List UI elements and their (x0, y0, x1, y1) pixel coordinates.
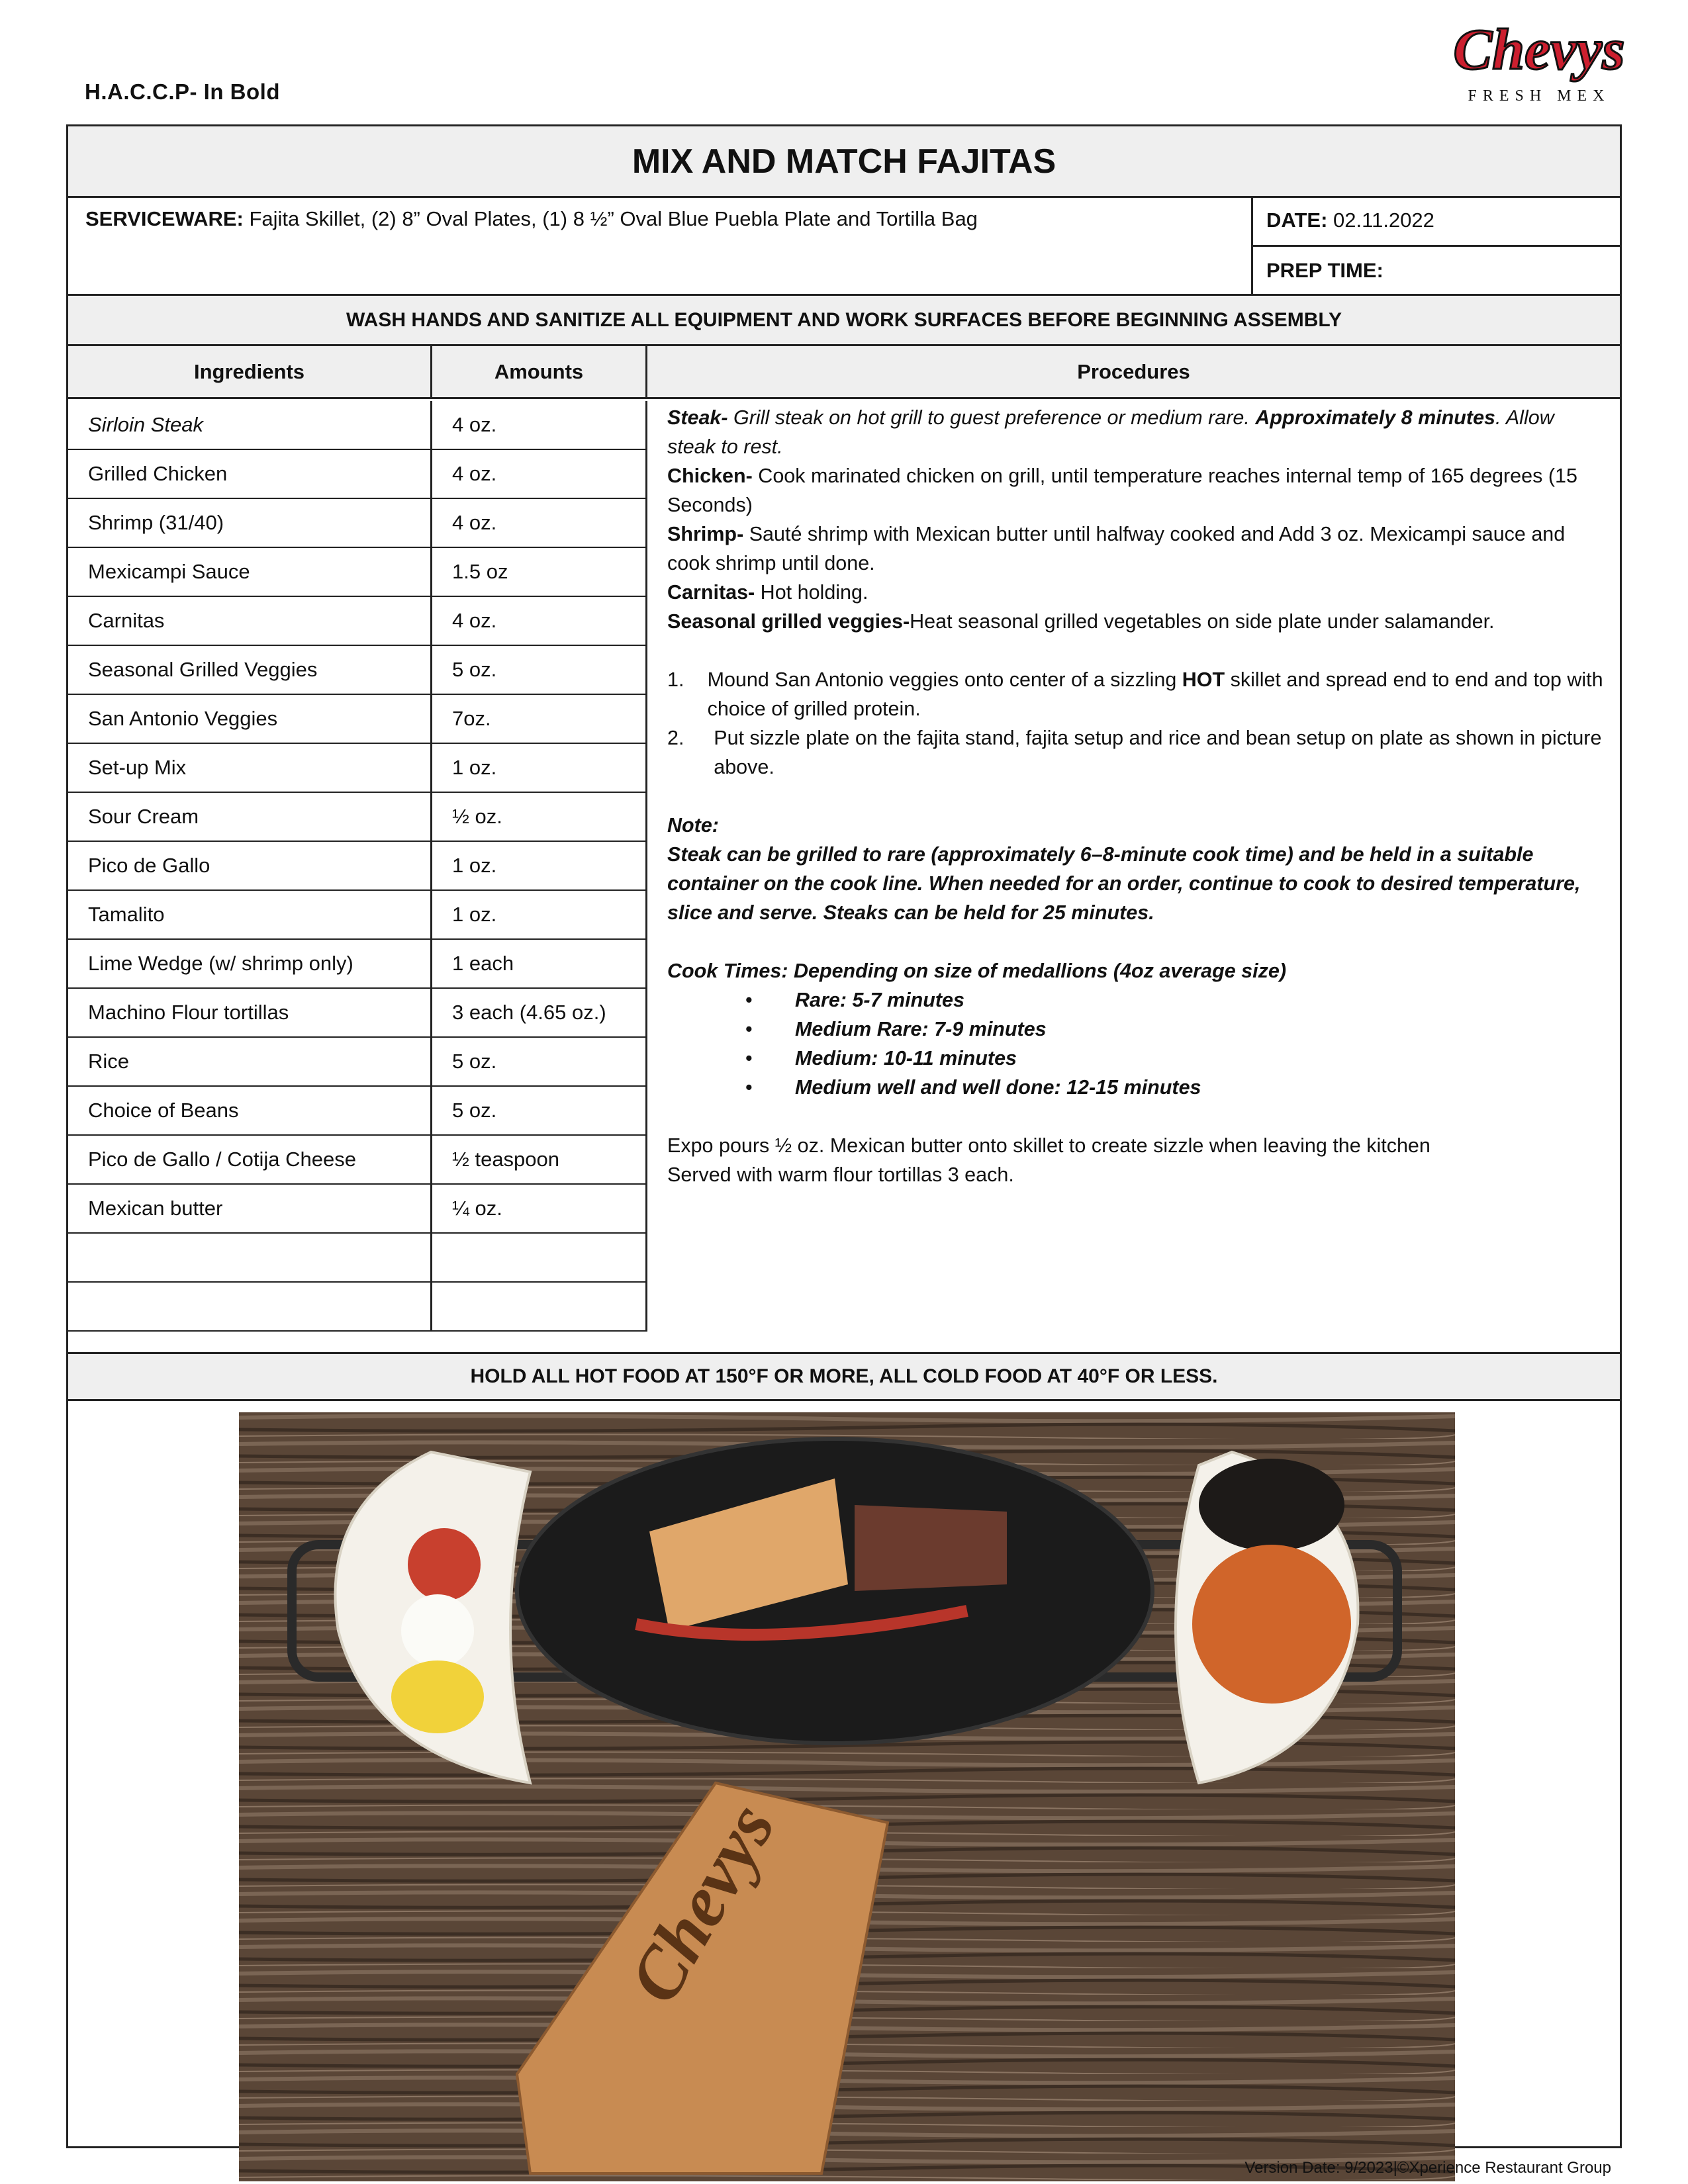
ingredient-name: Rice (68, 1038, 432, 1085)
ingredient-name: Pico de Gallo (68, 842, 432, 889)
ingredient-amount: 1 each (432, 940, 647, 987)
ingredient-row (68, 989, 647, 1038)
ingredient-name (68, 1283, 432, 1330)
cook-time-item: • Rare: 5-7 minutes (745, 989, 964, 1011)
ingredient-amount: 4 oz. (432, 450, 647, 498)
note-label: Note: (667, 814, 719, 837)
procedures-text (667, 403, 1607, 1189)
ingredient-name: Lime Wedge (w/ shrimp only) (68, 940, 432, 987)
steak-step: Steak- Grill steak on hot grill to guest preference or medium rare. Approximately 8 minutes. Allow steak to rest. (667, 406, 1554, 458)
ingredient-name: Machino Flour tortillas (68, 989, 432, 1036)
serviceware-row (68, 198, 1620, 296)
cook-time-item: • Medium well and well done: 12-15 minutes (745, 1076, 1201, 1099)
served-line: Served with warm flour tortillas 3 each. (667, 1163, 1014, 1186)
ingredient-name: Mexicampi Sauce (68, 548, 432, 596)
ingredient-amount: ¼ oz. (432, 1185, 647, 1232)
haccp-note: H.A.C.C.P- In Bold (85, 79, 280, 104)
ingredient-name: Sirloin Steak (68, 401, 432, 449)
ingredient-name: Sour Cream (68, 793, 432, 841)
ingredient-amount: ½ oz. (432, 793, 647, 841)
ingredient-row (68, 646, 647, 695)
ingredient-row (68, 695, 647, 744)
ingredient-name: Carnitas (68, 597, 432, 645)
ingredient-amount: 1 oz. (432, 842, 647, 889)
ingredient-name: Choice of Beans (68, 1087, 432, 1134)
date-cell (1253, 198, 1620, 247)
carnitas-step: Carnitas- Hot holding. (667, 581, 868, 604)
ingredients-table (68, 401, 647, 1332)
version-footer: Version Date: 9/2023|©Xperience Restaurant Group (1244, 2159, 1611, 2177)
ingredient-amount: 1.5 oz (432, 548, 647, 596)
ingredient-name: San Antonio Veggies (68, 695, 432, 743)
fajita-plating-photo (239, 1412, 1455, 2181)
ingredient-name: Grilled Chicken (68, 450, 432, 498)
ingredient-row (68, 891, 647, 940)
date-value: 02.11.2022 (1333, 208, 1434, 232)
cook-times-heading: Cook Times: Depending on size of medallions (4oz average size) (667, 960, 1286, 982)
ingredient-name: Tamalito (68, 891, 432, 938)
ingredient-row (68, 1185, 647, 1234)
ingredient-row (68, 597, 647, 646)
ingredient-amount: 3 each (4.65 oz.) (432, 989, 647, 1036)
hold-notice: HOLD ALL HOT FOOD AT 150°F OR MORE, ALL COLD FOOD AT 40°F OR LESS. (68, 1352, 1620, 1401)
prep-time-label: PREP TIME: (1266, 259, 1383, 282)
ingredient-row (68, 940, 647, 989)
ingredient-amount: 4 oz. (432, 499, 647, 547)
ingredient-row (68, 1038, 647, 1087)
ingredient-amount: 4 oz. (432, 401, 647, 449)
serviceware-value: Fajita Skillet, (2) 8” Oval Plates, (1) 8 ½” Oval Blue Puebla Plate and Tortilla Bag (249, 207, 978, 230)
ingredient-row (68, 1087, 647, 1136)
ingredient-name: Mexican butter (68, 1185, 432, 1232)
chicken-step: Chicken- Cook marinated chicken on grill, until temperature reaches internal temp of 165 degrees (15 Seconds) (667, 465, 1577, 516)
logo-text: Chevys (1453, 18, 1625, 82)
ingredient-amount: ½ teaspoon (432, 1136, 647, 1183)
ingredient-row (68, 548, 647, 597)
serviceware-label: SERVICEWARE: (85, 207, 244, 230)
ingredient-name: Shrimp (31/40) (68, 499, 432, 547)
recipe-card (66, 124, 1622, 2148)
ingredient-amount: 1 oz. (432, 744, 647, 792)
ingredient-amount: 5 oz. (432, 1087, 647, 1134)
ingredient-amount: 5 oz. (432, 1038, 647, 1085)
ingredient-name (68, 1234, 432, 1281)
amounts-header: Amounts (432, 346, 647, 397)
assembly-step-2: 2. Put sizzle plate on the fajita stand, fajita setup and rice and bean setup on plate as shown in picture above. (667, 727, 1602, 778)
ingredient-name: Seasonal Grilled Veggies (68, 646, 432, 694)
expo-line: Expo pours ½ oz. Mexican butter onto skillet to create sizzle when leaving the kitchen (667, 1134, 1430, 1157)
ingredient-name: Set-up Mix (68, 744, 432, 792)
ingredient-amount (432, 1283, 647, 1330)
ingredient-row (68, 744, 647, 793)
ingredient-row (68, 450, 647, 499)
ingredient-row (68, 842, 647, 891)
chevys-logo (1453, 8, 1625, 113)
wash-notice: WASH HANDS AND SANITIZE ALL EQUIPMENT AND WORK SURFACES BEFORE BEGINNING ASSEMBLY (68, 296, 1620, 346)
ingredient-row (68, 793, 647, 842)
veggies-step: Seasonal grilled veggies-Heat seasonal grilled vegetables on side plate under salamander. (667, 610, 1495, 633)
column-headers (68, 346, 1620, 399)
procedures-header: Procedures (1077, 359, 1190, 383)
ingredient-amount: 7oz. (432, 695, 647, 743)
ingredient-row (68, 499, 647, 548)
ingredient-amount: 1 oz. (432, 891, 647, 938)
ingredient-amount: 4 oz. (432, 597, 647, 645)
date-label: DATE: (1266, 208, 1328, 232)
ingredient-row (68, 1234, 647, 1283)
assembly-step-1: 1. Mound San Antonio veggies onto center of a sizzling HOT skillet and spread end to end and top with choice of grilled protein. (667, 668, 1603, 720)
logo-subtext: FRESH MEX (1468, 87, 1611, 105)
ingredient-amount (432, 1234, 647, 1281)
svg-text:Chevys: Chevys (613, 1790, 790, 2016)
note-text: Steak can be grilled to rare (approximately 6–8-minute cook time) and be held in a suitable container on the cook line. When needed for an order, continue to cook to desired temperature, slice and serve. Steaks can be held for 25 minutes. (667, 843, 1581, 924)
ingredient-row (68, 1136, 647, 1185)
serviceware-cell (68, 198, 1253, 294)
ingredients-header: Ingredients (68, 346, 432, 397)
ingredient-amount: 5 oz. (432, 646, 647, 694)
cook-time-item: • Medium: 10-11 minutes (745, 1047, 1017, 1069)
ingredient-row (68, 1283, 647, 1332)
recipe-title: MIX AND MATCH FAJITAS (68, 126, 1620, 198)
ingredient-name: Pico de Gallo / Cotija Cheese (68, 1136, 432, 1183)
shrimp-step: Shrimp- Sauté shrimp with Mexican butter until halfway cooked and Add 3 oz. Mexicampi sauce and cook shrimp until done. (667, 523, 1566, 574)
ingredient-row (68, 401, 647, 450)
cook-time-item: • Medium Rare: 7-9 minutes (745, 1018, 1047, 1040)
prep-time-cell (1253, 247, 1620, 296)
